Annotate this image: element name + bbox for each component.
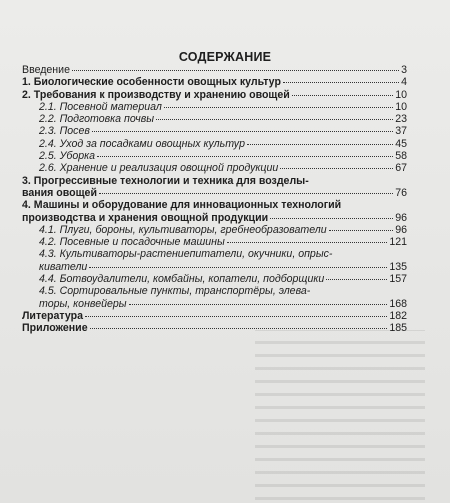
- table-of-contents: [22, 64, 407, 335]
- toc-line-text: 2.6. Хранение и реализация овощной продукции: [39, 162, 279, 175]
- toc-line: [22, 261, 407, 273]
- toc-dot-leader: [72, 70, 399, 71]
- toc-line: [22, 76, 407, 88]
- toc-line: [22, 310, 407, 322]
- toc-line-text: 4.5. Сортировальные пункты, транспортёры, элева-: [39, 285, 311, 298]
- toc-line-text: 3. Прогрессивные технологии и техника для возделы-: [22, 174, 309, 187]
- toc-page-number: 185: [389, 322, 407, 335]
- toc-dot-leader: [280, 168, 393, 169]
- toc-line: [22, 298, 407, 310]
- toc-line-text: 2. Требования к производству и хранению овощей: [22, 88, 290, 101]
- toc-page-number: 168: [389, 297, 407, 310]
- toc-line-text: 4. Машины и оборудование для инновационных технологий: [22, 199, 342, 212]
- page-title: СОДЕРЖАНИЕ: [178, 50, 272, 64]
- toc-line: [22, 89, 407, 101]
- toc-dot-leader: [326, 279, 387, 280]
- toc-line: [22, 138, 407, 150]
- toc-page-number: 121: [389, 236, 407, 249]
- toc-line: [22, 64, 407, 76]
- toc-page-number: 45: [395, 137, 407, 150]
- toc-line-text: киватели: [39, 260, 88, 273]
- toc-page-number: 67: [395, 162, 407, 175]
- toc-dot-leader: [156, 119, 393, 120]
- toc-line: [22, 187, 407, 199]
- toc-line-text: вания овощей: [22, 186, 97, 199]
- toc-line: [22, 285, 407, 297]
- toc-line: [22, 150, 407, 162]
- toc-line: [22, 273, 407, 285]
- toc-dot-leader: [270, 218, 393, 219]
- show-through-shadow: [255, 330, 425, 500]
- toc-line-text: Приложение: [22, 322, 88, 335]
- toc-page-number: 157: [389, 273, 407, 286]
- toc-line-text: 4.2. Посевные и посадочные машины: [39, 236, 225, 249]
- toc-line-text: 4.3. Культиваторы-растениепитатели, окучники, опрыс-: [39, 248, 333, 261]
- toc-line: [22, 101, 407, 113]
- toc-dot-leader: [329, 230, 394, 231]
- toc-dot-leader: [90, 328, 388, 329]
- toc-dot-leader: [247, 144, 393, 145]
- toc-dot-leader: [85, 316, 387, 317]
- toc-line-text: 2.5. Уборка: [39, 150, 96, 163]
- toc-page-number: 10: [395, 88, 407, 101]
- toc-line-text: 2.1. Посевной материал: [39, 100, 162, 113]
- toc-line: [22, 322, 407, 334]
- toc-dot-leader: [129, 304, 388, 305]
- toc-page-number: 96: [395, 211, 407, 224]
- toc-line: [22, 248, 407, 260]
- toc-dot-leader: [283, 82, 399, 83]
- toc-line-text: торы, конвейеры: [39, 297, 127, 310]
- toc-line: [22, 224, 407, 236]
- toc-line: [22, 125, 407, 137]
- toc-page-number: 58: [395, 150, 407, 163]
- toc-page-number: 182: [389, 309, 407, 322]
- toc-dot-leader: [292, 95, 393, 96]
- toc-line-text: 1. Биологические особенности овощных культур: [22, 76, 281, 89]
- toc-line-text: производства и хранения овощной продукции: [22, 211, 269, 224]
- toc-page-number: 23: [395, 113, 407, 126]
- toc-line: [22, 175, 407, 187]
- toc-page-number: 76: [395, 186, 407, 199]
- toc-line-text: 4.1. Плуги, бороны, культиваторы, гребнеобразователи: [39, 223, 327, 236]
- toc-line: [22, 199, 407, 211]
- toc-dot-leader: [89, 267, 387, 268]
- toc-line-text: 2.3. Посев: [39, 125, 90, 138]
- toc-dot-leader: [227, 242, 388, 243]
- toc-line: [22, 113, 407, 125]
- toc-page-number: 37: [395, 125, 407, 138]
- toc-page-number: 4: [401, 76, 407, 89]
- toc-dot-leader: [92, 131, 393, 132]
- toc-dot-leader: [99, 193, 393, 194]
- toc-dot-leader: [164, 107, 393, 108]
- toc-line: [22, 162, 407, 174]
- toc-line-text: Введение: [22, 64, 70, 76]
- toc-line: [22, 236, 407, 248]
- toc-dot-leader: [97, 156, 393, 157]
- toc-line-text: 2.4. Уход за посадками овощных культур: [39, 137, 245, 150]
- toc-page-number: 96: [395, 223, 407, 236]
- toc-page-number: 135: [389, 260, 407, 273]
- toc-page-number: 3: [401, 64, 407, 76]
- toc-line-text: Литература: [22, 309, 83, 322]
- toc-line-text: 2.2. Подготовка почвы: [39, 113, 155, 126]
- toc-page-number: 10: [395, 100, 407, 113]
- toc-line: [22, 212, 407, 224]
- toc-line-text: 4.4. Ботвоудалители, комбайны, копатели, подборщики: [39, 273, 325, 286]
